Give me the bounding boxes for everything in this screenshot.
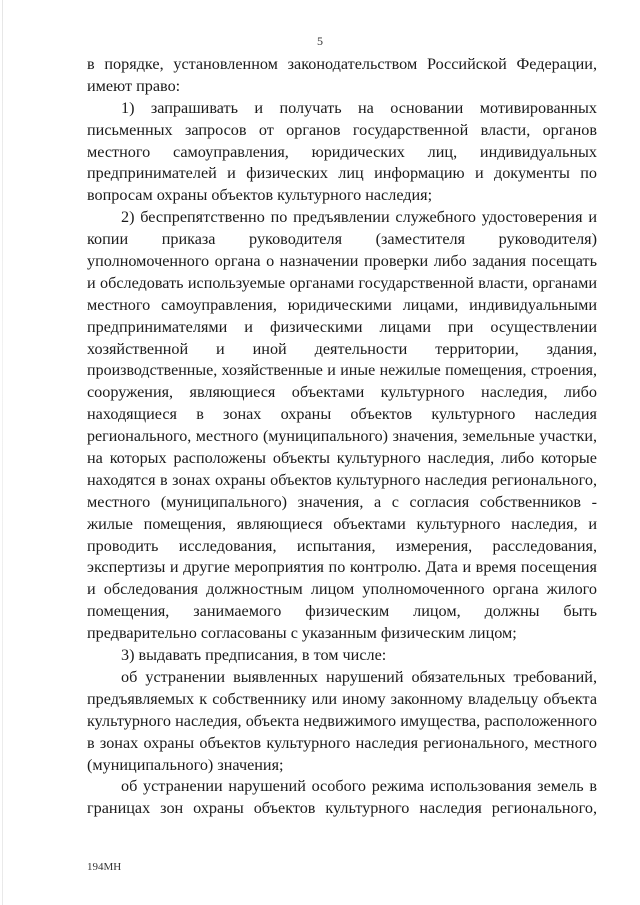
text-line: в зонах охраны объектов культурного наследия регионального, местного: [87, 733, 597, 752]
text-line: жилые помещения, являющиеся объектами культурного наследия, и: [87, 514, 597, 533]
page-number: 5: [317, 34, 323, 48]
document-code: 194МН: [87, 861, 122, 873]
document-body: [87, 54, 597, 820]
text-line: хозяйственной и иной деятельности территории, здания,: [87, 339, 597, 358]
text-line: 3) выдавать предписания, в том числе:: [121, 646, 387, 665]
text-line: производственные, хозяйственные и иные нежилые помещения, строения,: [87, 362, 597, 380]
text-line: культурного наследия, объекта недвижимого имущества, расположенного: [87, 711, 597, 730]
text-line: находящиеся в зонах охраны объектов культурного наследия: [87, 405, 597, 424]
text-line: и обследования должностным лицом уполномоченного органа жилого: [87, 580, 597, 599]
text-line: местного (муниципального) значения, а с согласия собственников -: [87, 492, 597, 511]
text-line: и обследовать используемые органами государственной власти, органами: [87, 273, 597, 292]
text-line: границах зон охраны объектов культурного наследия регионального,: [87, 799, 597, 818]
text-line: уполномоченного органа о назначении проверки либо задания посещать: [87, 252, 597, 271]
text-line: предпринимателей и физических лиц информацию и документы по: [87, 164, 597, 183]
text-line: 2) беспрепятственно по предъявлении служебного удостоверения и: [121, 208, 597, 227]
text-line: помещения, занимаемого физическим лицом, должны быть: [87, 602, 597, 621]
text-line: на которых расположены объекты культурного наследия, либо которые: [87, 449, 597, 468]
text-line: местного самоуправления, юридических лиц, индивидуальных: [87, 142, 597, 161]
text-line: сооружения, являющиеся объектами культурного наследия, либо: [87, 383, 597, 402]
text-line: в порядке, установленном законодательством Российской Федерации,: [87, 55, 597, 73]
text-line: проводить исследования, испытания, измерения, расследования,: [87, 536, 597, 555]
text-line: регионального, местного (муниципального) значения, земельные участки,: [87, 428, 597, 446]
text-line: (муниципального) значения;: [87, 755, 284, 774]
text-line: предварительно согласованы с указанным физическим лицом;: [87, 624, 517, 643]
text-line: 1) запрашивать и получать на основании мотивированных: [121, 98, 597, 117]
text-line: местного самоуправления, юридическими лицами, индивидуальными: [87, 295, 597, 314]
text-line: об устранении нарушений особого режима использования земель в: [121, 777, 597, 796]
text-line: об устранении выявленных нарушений обязательных требований,: [121, 667, 597, 686]
text-line: письменных запросов от органов государственной власти, органов: [87, 120, 597, 139]
text-line: экспертизы и другие мероприятия по контролю. Дата и время посещения: [87, 558, 597, 577]
text-line: предъявляемых к собственнику или иному законному владельцу объекта: [87, 689, 597, 708]
text-line: находятся в зонах охраны объектов культурного наследия регионального,: [87, 470, 597, 489]
text-line: вопросам охраны объектов культурного наследия;: [87, 186, 433, 205]
scan-edge: [2, 0, 3, 905]
text-line: копии приказа руководителя (заместителя руководителя): [87, 230, 597, 249]
text-line: имеют право:: [87, 76, 181, 95]
text-line: предпринимателями и физическими лицами при осуществлении: [87, 317, 597, 336]
